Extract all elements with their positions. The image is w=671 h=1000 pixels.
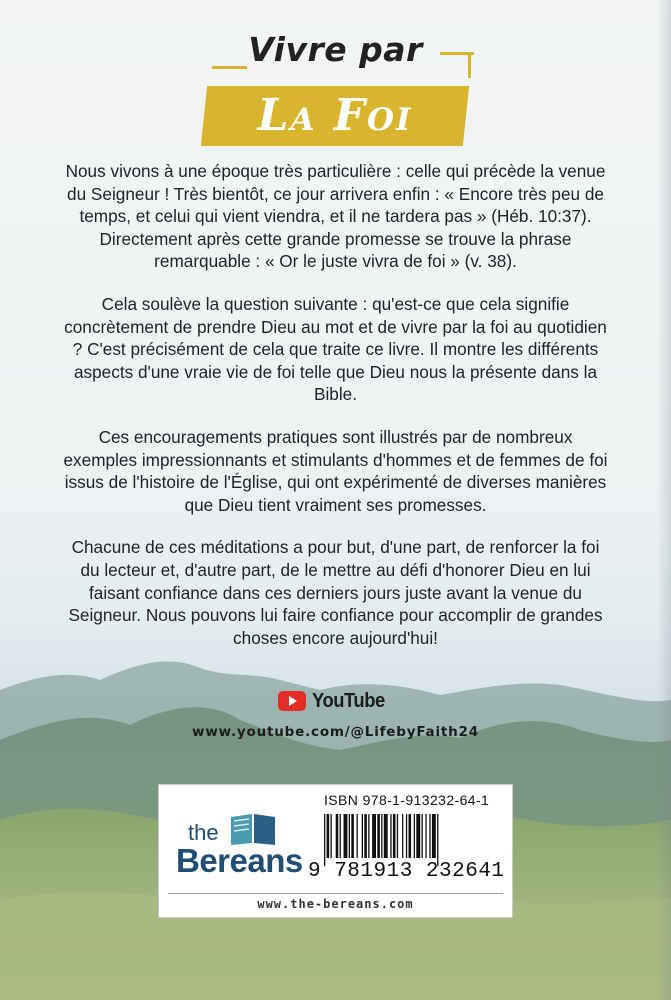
barcode-bar (402, 814, 403, 858)
barcode-bar (351, 814, 354, 858)
barcode-bar (397, 814, 398, 858)
barcode-bar (336, 814, 339, 858)
barcode-bar (425, 814, 426, 858)
barcode-bar (432, 814, 436, 858)
barcode-bar (331, 814, 332, 858)
publisher-logo-name: Bereans (176, 842, 303, 879)
blurb-paragraph-2: Cela soulève la question suivante : qu'est-ce que cela signifie concrètement de prendre Dieu au mot et de vivre par la foi au quotidien ? C'est précisément de cela que traite ce livre. Il montre les différents aspects d'une vraie vie de foi telle que Dieu nous la présente dans la Bible. (64, 293, 607, 405)
barcode-bar (416, 814, 420, 858)
publisher-logo-the: the (188, 820, 219, 845)
barcode-bar (422, 814, 423, 858)
publisher-url: www.the-bereans.com (257, 897, 414, 911)
page-edge-shadow (657, 0, 671, 1000)
blurb (60, 160, 611, 669)
blurb-paragraph-1: Nous vivons à une époque très particulière : celle qui précède la venue du Seigneur ! Très bientôt, ce jour arrivera enfin : « Encore très peu de temps, et celui qui vient viendra, et il ne tardera pas » (Héb. 10:37). Directement après cette grande promesse se trouve la phrase remarquable : « Or le juste vivra de foi » (v. 38). (65, 161, 606, 272)
isbn-barcode (322, 814, 494, 866)
title-line-2: La Foi (257, 90, 413, 141)
barcode-number: 9 781913 232641 (308, 860, 505, 883)
blurb-paragraph-3: Ces encouragements pratiques sont illustrés par de nombreux exemples impressionnants et stimulants d'hommes et de femmes de foi issus de l'histoire de l'Église, qui ont expérimenté de diverses manières que Dieu tient vraiment ses promesses. (63, 426, 608, 515)
publisher-separator (168, 893, 503, 894)
barcode-bar (409, 814, 412, 858)
barcode-bar (349, 814, 350, 858)
barcode-bar (393, 814, 396, 858)
barcode-bar (340, 814, 341, 858)
isbn-label: ISBN 978-1-913232-64-1 (324, 792, 490, 808)
youtube-label: YouTube (312, 689, 385, 712)
barcode-bar (381, 814, 382, 858)
barcode-bar (429, 814, 430, 858)
barcode-bar (390, 814, 391, 858)
youtube-play-icon (278, 691, 306, 711)
barcode-bar (364, 814, 367, 858)
barcode-bar (406, 814, 407, 858)
barcode-bar (357, 814, 358, 858)
barcode-bar (324, 814, 325, 866)
barcode-bar (327, 814, 330, 858)
barcode-bar (362, 814, 363, 858)
barcode-bar (377, 814, 380, 858)
barcode-bar (344, 814, 348, 858)
barcode-bar (372, 814, 376, 858)
barcode-bar (437, 814, 438, 866)
barcode-bar (384, 814, 388, 858)
title-line-1: Vivre par (248, 30, 423, 69)
barcode-bar (368, 814, 369, 858)
youtube-channel-url: www.youtube.com/@LifebyFaith24 (192, 724, 479, 740)
barcode-bar (414, 814, 415, 858)
blurb-paragraph-4: Chacune de ces méditations a pour but, d'une part, de renforcer la foi du lecteur et, d'autre part, de le mettre au défi d'honorer Dieu en lui faisant confiance dans ces derniers jours juste avant la venue du Seigneur. Nous pouvons lui faire confiance pour accomplir de grandes choses encore aujourd'hui! (68, 537, 603, 648)
youtube-brand (278, 688, 391, 714)
